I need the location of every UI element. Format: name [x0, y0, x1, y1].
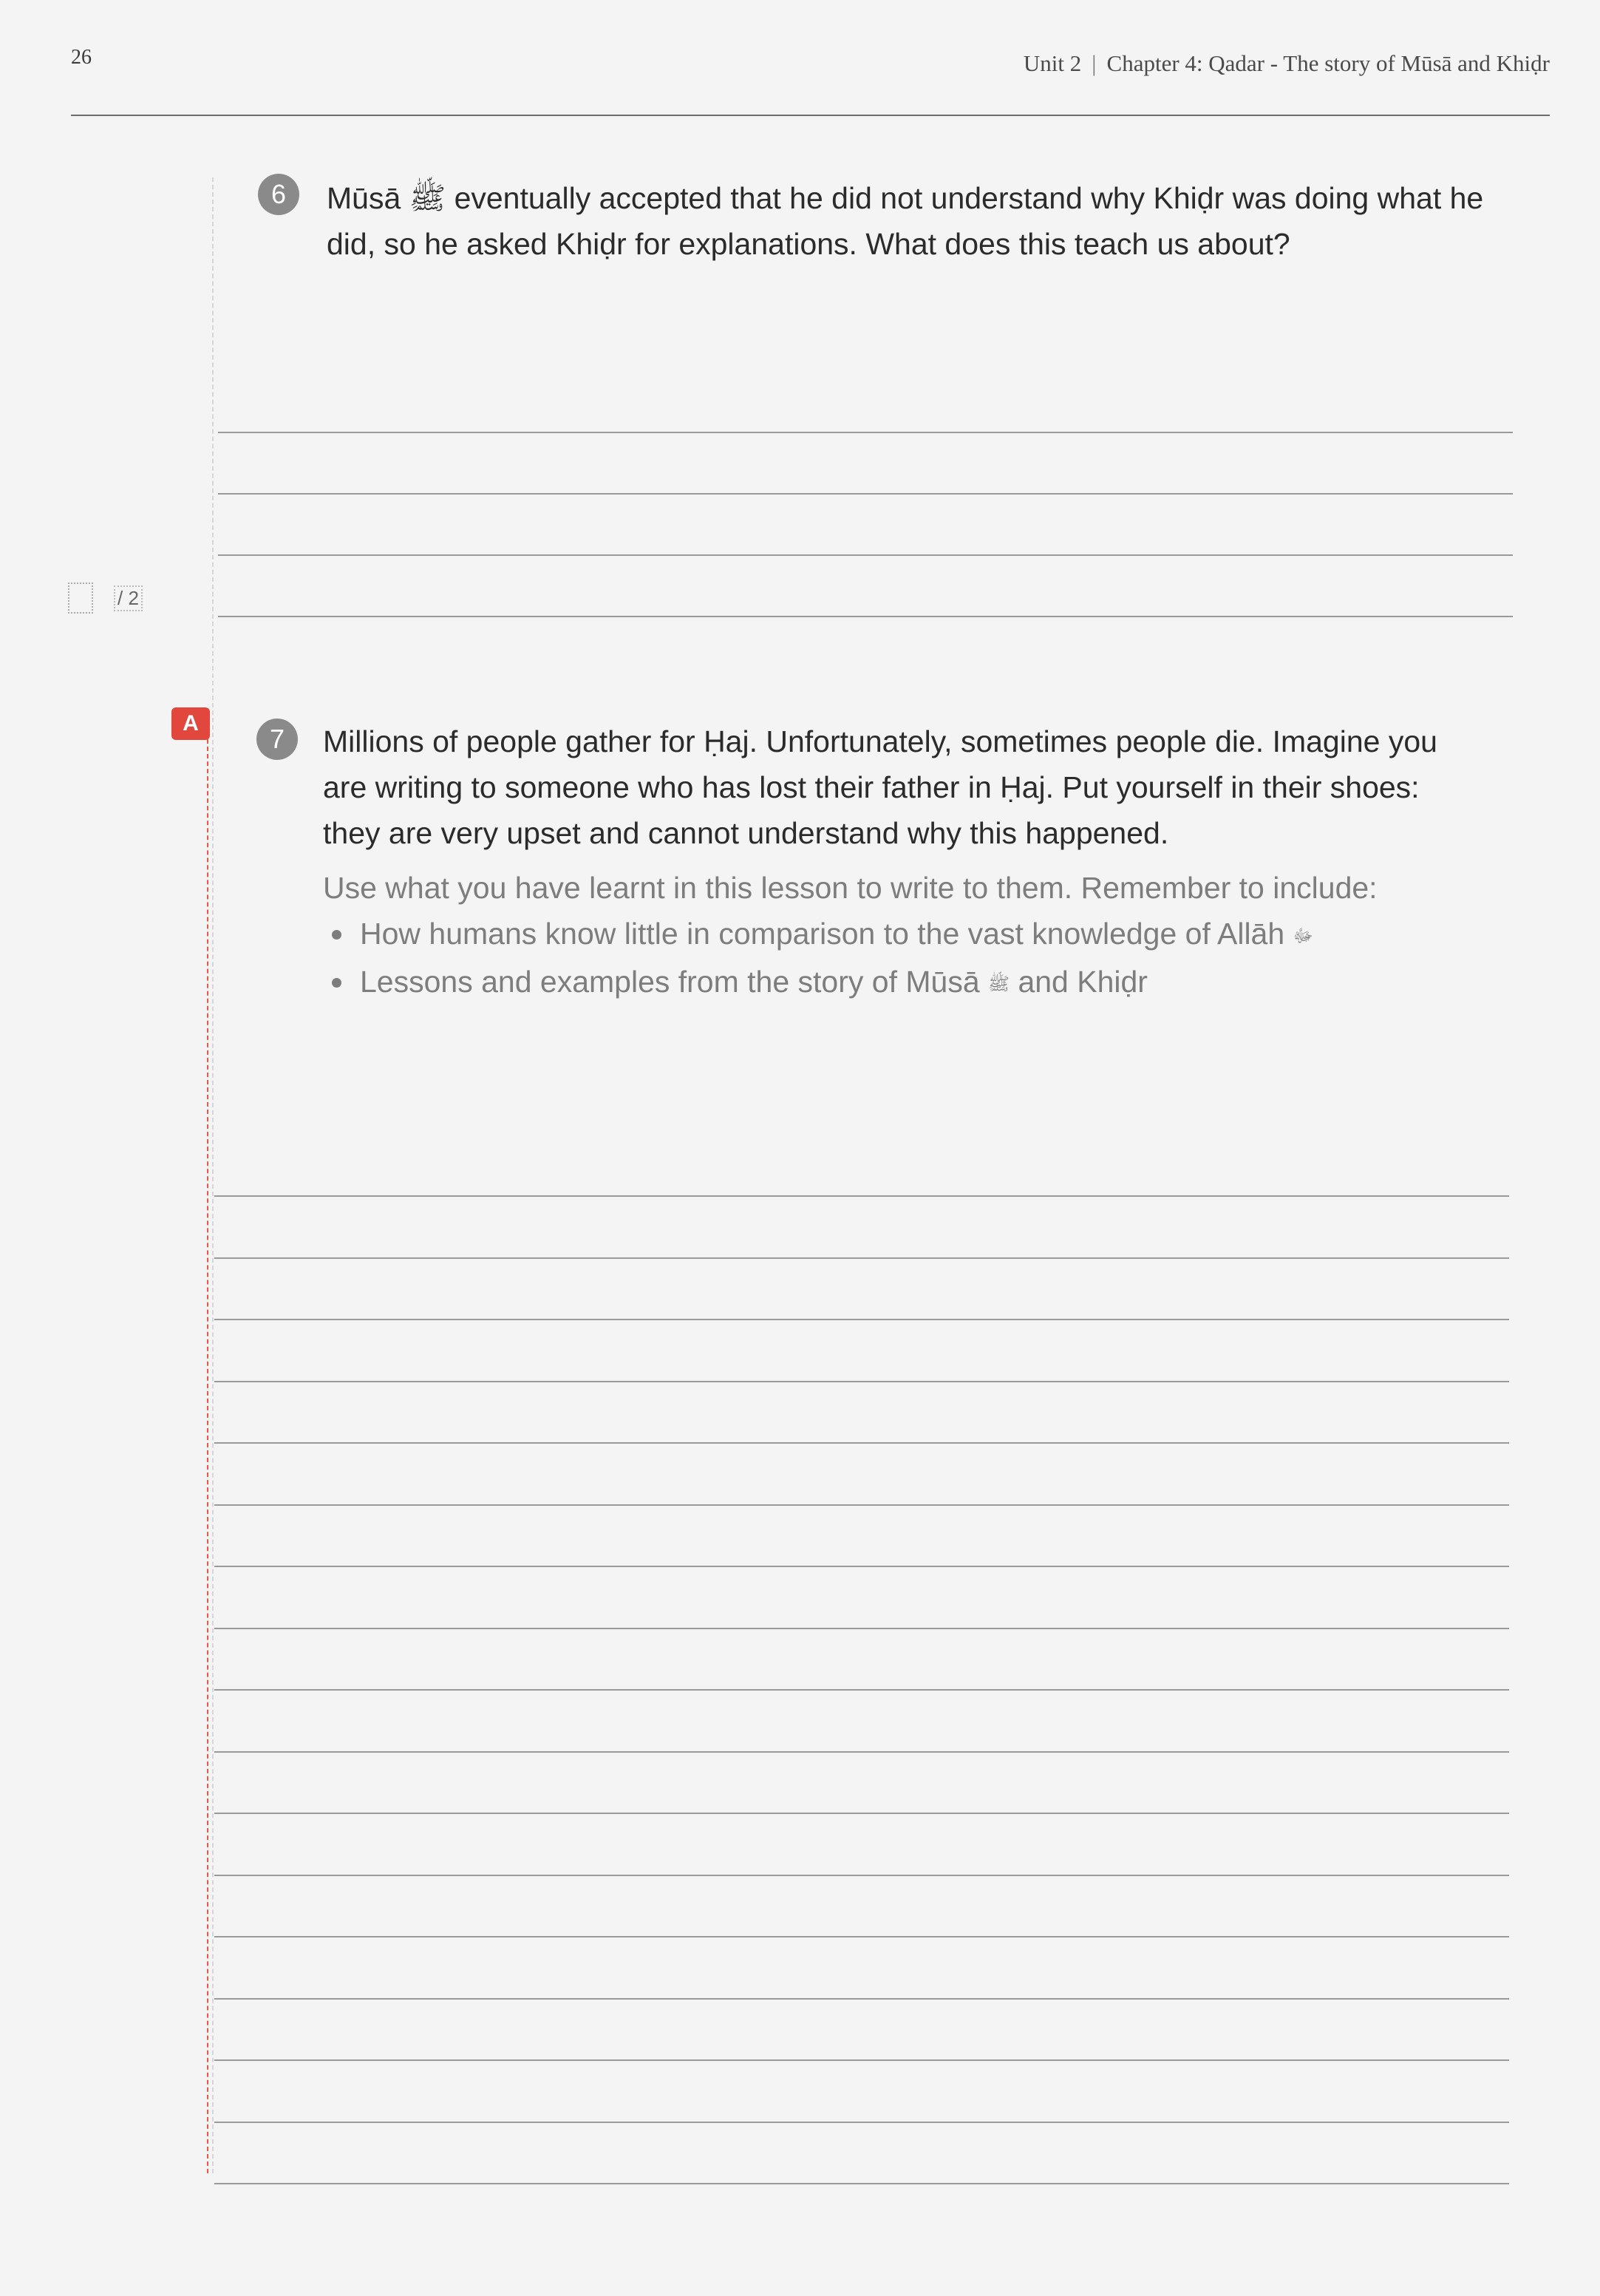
answer-line[interactable] [218, 616, 1513, 617]
bullet-text: Lessons and examples from the story of Mūsā [360, 965, 980, 999]
answer-line[interactable] [214, 1689, 1509, 1691]
answer-line[interactable] [214, 1628, 1509, 1629]
answer-line[interactable] [214, 1504, 1509, 1506]
answer-line[interactable] [214, 1751, 1509, 1753]
answer-line[interactable] [214, 1875, 1509, 1876]
header-chapter: Chapter 4: Qadar - The story of Mūsā and Khiḍr [1106, 50, 1550, 76]
question-7-number: 7 [256, 719, 298, 760]
answer-line[interactable] [214, 1257, 1509, 1259]
answer-line[interactable] [214, 1195, 1509, 1197]
margin-guide-line [212, 177, 214, 2173]
answer-line[interactable] [214, 2183, 1509, 2184]
header-unit: Unit 2 [1023, 50, 1082, 76]
margin-guide-line-red [207, 732, 208, 2173]
answer-line[interactable] [214, 1813, 1509, 1814]
question-7-text: Millions of people gather for Ḥaj. Unfortunately, sometimes people die. Imagine you are writing to someone who has lost their father in Ḥaj. Put yourself in their shoes: they are very upset and cannot understand why this happened. [323, 724, 1437, 850]
question-6-text: Mūsā ﷺ eventually accepted that he did not understand why Khiḍr was doing what he did, so he asked Khiḍr for explanations. What does this teach us about? [327, 181, 1484, 261]
honorific-glyph: ﷺ [988, 974, 1010, 995]
header-rule [71, 115, 1550, 116]
answer-line[interactable] [214, 1998, 1509, 2000]
score-denominator: / 2 [114, 585, 143, 611]
answer-line[interactable] [214, 1442, 1509, 1444]
answer-line[interactable] [218, 432, 1513, 433]
answer-line[interactable] [214, 2122, 1509, 2123]
running-header [1024, 50, 1550, 77]
answer-line[interactable] [214, 2059, 1509, 2061]
instruction-bullets [323, 911, 1535, 1007]
bullet-item [323, 911, 1535, 959]
answer-line[interactable] [214, 1566, 1509, 1567]
answer-line[interactable] [214, 1936, 1509, 1937]
question-7-instruction [323, 865, 1535, 1007]
header-separator: | [1092, 50, 1097, 76]
answer-line[interactable] [218, 554, 1513, 556]
score-box [68, 583, 143, 614]
page-number: 26 [71, 46, 92, 69]
bullet-item [323, 959, 1535, 1007]
answer-line[interactable] [214, 1319, 1509, 1320]
bullet-text-tail: and Khiḍr [1018, 965, 1148, 999]
question-6-number: 6 [258, 174, 299, 215]
answer-line[interactable] [214, 1381, 1509, 1382]
bullet-text: How humans know little in comparison to the vast knowledge of Allāh [360, 917, 1285, 951]
instruction-text: Use what you have learnt in this lesson to write to them. Remember to include: [323, 871, 1378, 905]
score-input[interactable] [68, 583, 93, 614]
answer-line[interactable] [218, 493, 1513, 495]
activity-badge: A [171, 707, 210, 740]
honorific-glyph: ﷻ [1293, 925, 1313, 947]
